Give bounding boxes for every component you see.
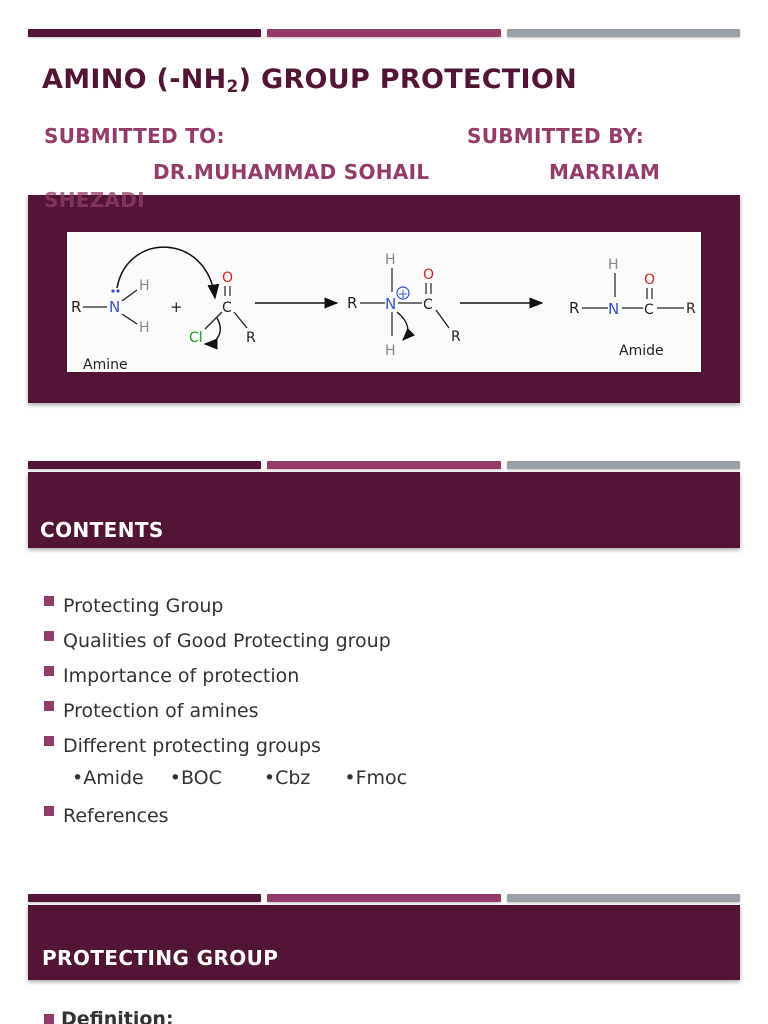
sub-item: •Amide: [72, 767, 144, 789]
svg-text:R: R: [686, 301, 696, 317]
svg-text:R: R: [451, 329, 461, 345]
svg-text:R: R: [71, 298, 82, 316]
svg-text:R: R: [246, 330, 256, 346]
svg-text:N: N: [385, 295, 397, 313]
contents-list: [44, 593, 391, 838]
square-bullet-icon: [44, 1014, 54, 1024]
protecting-group-header-band: [28, 905, 740, 980]
sub-item: •Fmoc: [344, 767, 408, 789]
svg-text:C: C: [222, 300, 232, 316]
svg-text:H: H: [385, 252, 396, 268]
svg-text:H: H: [139, 320, 150, 336]
svg-text:O: O: [423, 267, 435, 283]
contents-heading: CONTENTS: [40, 518, 164, 542]
square-bullet-icon: [44, 631, 54, 641]
submitted-by-name-line2: SHEZADI: [44, 188, 145, 212]
sub-item: •Cbz: [263, 767, 311, 789]
list-item: References: [44, 803, 391, 838]
svg-text:H: H: [608, 257, 619, 273]
svg-text:C: C: [423, 297, 433, 313]
svg-text:H: H: [139, 278, 150, 294]
protecting-group-sub-items: [72, 767, 433, 789]
list-item: Importance of protection: [44, 663, 391, 698]
svg-text:Amide: Amide: [619, 343, 664, 359]
svg-text:H: H: [385, 343, 396, 359]
definition-item: Definition:: [44, 1008, 174, 1024]
slide-title: AMINO $(-NH_2)$ GROUP PROTECTION: [42, 64, 578, 97]
svg-text:+: +: [170, 298, 183, 316]
square-bullet-icon: [44, 736, 54, 746]
svg-text:N: N: [608, 300, 620, 318]
square-bullet-icon: [44, 806, 54, 816]
submitted-to-name: DR.MUHAMMAD SOHAIL: [153, 160, 430, 184]
square-bullet-icon: [44, 596, 54, 606]
list-item: Qualities of Good Protecting group: [44, 628, 391, 663]
svg-text:O: O: [644, 272, 656, 288]
svg-text:R: R: [347, 294, 358, 312]
protecting-group-heading: PROTECTING GROUP: [42, 946, 279, 970]
svg-text:Amine: Amine: [83, 357, 128, 372]
slide2-accent-stripe: [28, 461, 740, 469]
amine-acylation-reaction-image: [67, 232, 701, 372]
slide1-accent-stripe: [28, 29, 740, 37]
slide3-accent-stripe: [28, 894, 740, 902]
submitted-to-label: SUBMITTED TO:: [44, 124, 225, 148]
svg-text:+: +: [398, 287, 409, 301]
submitted-by-label: SUBMITTED BY:: [467, 124, 644, 148]
list-item: Protecting Group: [44, 593, 391, 628]
sub-item: •BOC: [169, 767, 222, 789]
submitted-by-name: MARRIAM: [549, 160, 661, 184]
contents-header-band: [28, 472, 740, 548]
square-bullet-icon: [44, 666, 54, 676]
square-bullet-icon: [44, 701, 54, 711]
svg-text:N: N: [109, 298, 121, 316]
svg-text:C: C: [644, 302, 654, 318]
svg-text:O: O: [222, 270, 234, 286]
list-item: Protection of amines: [44, 698, 391, 733]
svg-text:R: R: [569, 299, 580, 317]
svg-text:Cl: Cl: [189, 330, 203, 346]
list-item: Different protecting groups: [44, 733, 391, 768]
